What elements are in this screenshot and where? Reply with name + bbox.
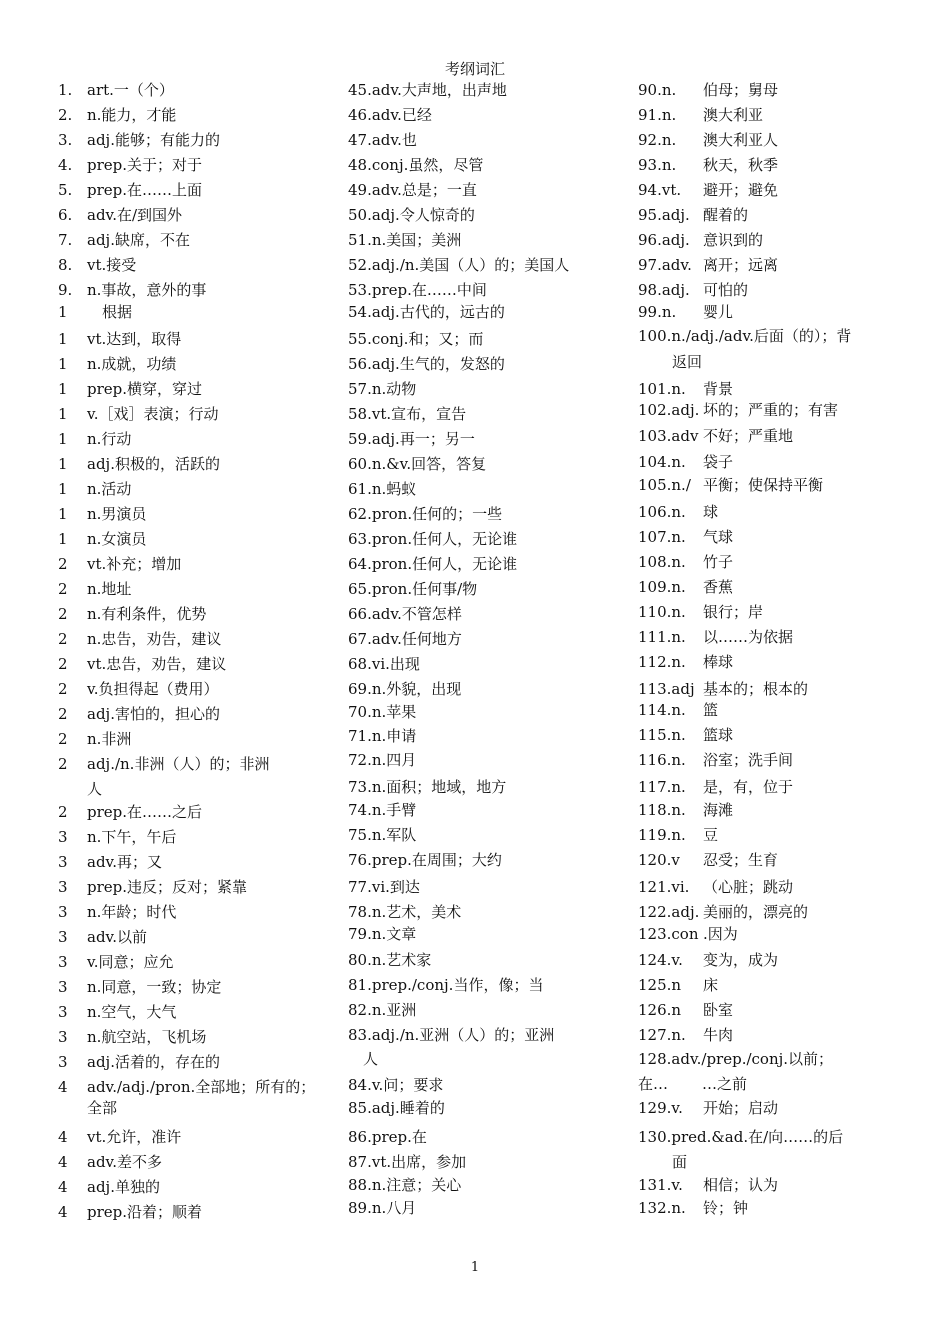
entry-number: 106.n. <box>638 503 686 521</box>
entry-number: 113.adj <box>638 680 695 698</box>
entry-number: 127.n. <box>638 1026 686 1044</box>
entry-definition: n.航空站，飞机场 <box>87 1028 207 1046</box>
entry-number: 2 <box>58 803 68 821</box>
entry-definition: n.忠告，劝告，建议 <box>87 630 222 648</box>
entry-definition: 浴室；洗手间 <box>703 751 794 769</box>
vocab-entry <box>348 975 543 995</box>
entry-definition: 面 <box>672 1153 688 1171</box>
entry-number: 98.adj. <box>638 281 690 299</box>
entry-definition: 澳大利亚人 <box>703 131 779 149</box>
entry-definition: vt.补充；增加 <box>87 555 182 573</box>
entry-number: 132.n. <box>638 1199 686 1217</box>
vocab-entry <box>348 877 420 897</box>
entry-number: 4 <box>58 1153 68 1171</box>
entry-definition: 篮 <box>703 701 719 719</box>
entry-text: 45.adv.大声地，出声地 <box>348 81 507 99</box>
entry-definition: n.成就，功绩 <box>87 355 177 373</box>
entry-definition: 以……为依据 <box>703 628 794 646</box>
entry-number: 2 <box>58 630 68 648</box>
entry-definition: n.年龄；时代 <box>87 903 177 921</box>
entry-text: 47.adv.也 <box>348 131 417 149</box>
vocab-entry <box>348 255 569 275</box>
entry-definition: 婴儿 <box>703 303 734 321</box>
entry-text: 53.prep.在……中间 <box>348 281 487 299</box>
entry-number: 1 <box>58 530 68 548</box>
entry-definition: adv./adj./pron.全部地；所有的； <box>87 1078 316 1096</box>
entry-text: 78.n.艺术，美术 <box>348 903 462 921</box>
entry-definition: …之前 <box>702 1075 748 1093</box>
entry-text: 80.n.艺术家 <box>348 951 432 969</box>
vocab-entry <box>348 529 517 549</box>
vocab-entry <box>348 80 507 100</box>
entry-text: 83.adj./n.亚洲（人）的；亚洲 <box>348 1026 555 1044</box>
entry-definition: 坏的；严重的；有害 <box>703 401 839 419</box>
entry-number: 123.con <box>638 925 699 943</box>
entry-definition: adv.在/到国外 <box>87 206 183 224</box>
vocab-entry <box>348 1152 466 1172</box>
entry-number: 2. <box>58 106 73 124</box>
vocab-entry <box>348 404 466 424</box>
entry-definition: 意识到的 <box>703 231 764 249</box>
entry-text: 74.n.手臂 <box>348 801 417 819</box>
entry-number: 在… <box>638 1075 669 1093</box>
entry-number: 110.n. <box>638 603 686 621</box>
entry-number: 108.n. <box>638 553 686 571</box>
entry-definition: vt.允许，准许 <box>87 1128 182 1146</box>
entry-definition: n.地址 <box>87 580 132 598</box>
vocab-entry <box>348 750 416 770</box>
vocab-entry <box>348 479 416 499</box>
entry-definition: 开始；启动 <box>703 1099 779 1117</box>
entry-definition: 基本的；根本的 <box>703 680 809 698</box>
entry-definition: 醒着的 <box>703 206 749 224</box>
entry-definition: 棒球 <box>703 653 734 671</box>
vocab-entry <box>348 379 416 399</box>
entry-number: 114.n. <box>638 701 686 719</box>
entry-number: 97.adv. <box>638 256 692 274</box>
entry-text: 68.vi.出现 <box>348 655 420 673</box>
entry-text: 54.adj.古代的，远古的 <box>348 303 505 321</box>
vocab-entry <box>348 230 461 250</box>
vocab-entry <box>348 1198 416 1218</box>
entry-definition: vt.接受 <box>87 256 137 274</box>
entry-number: 2 <box>58 555 68 573</box>
entry-number: 1 <box>58 430 68 448</box>
entry-definition: n.非洲 <box>87 730 132 748</box>
entry-text: 70.n.苹果 <box>348 703 417 721</box>
entry-number: 3 <box>58 953 68 971</box>
entry-text: 75.n.军队 <box>348 826 417 844</box>
entry-text: 56.adj.生气的，发怒的 <box>348 355 505 373</box>
entry-definition: adj.缺席，不在 <box>87 231 190 249</box>
entry-text: 49.adv.总是；一直 <box>348 181 477 199</box>
entry-definition: adj.单独的 <box>87 1178 160 1196</box>
entry-number: 115.n. <box>638 726 686 744</box>
entry-number: 100.n./adj./adv.后面（的）；背 <box>638 327 852 345</box>
entry-text: 48.conj.虽然，尽管 <box>348 156 484 174</box>
entry-definition: n.能力，才能 <box>87 106 177 124</box>
entry-definition: adj./n.非洲（人）的；非洲 <box>87 755 270 773</box>
page-title: 考纲词汇 <box>444 60 505 78</box>
entry-number: 112.n. <box>638 653 686 671</box>
entry-number: 91.n. <box>638 106 677 124</box>
vocab-entry <box>348 1127 427 1147</box>
entry-number: 118.n. <box>638 801 686 819</box>
entry-text: 60.n.&v.回答，答复 <box>348 455 487 473</box>
entry-number: 3 <box>58 903 68 921</box>
entry-number: 5. <box>58 181 73 199</box>
entry-text: 85.adj.睡着的 <box>348 1099 445 1117</box>
entry-number: 1 <box>58 330 68 348</box>
entry-text: 人 <box>348 1050 379 1068</box>
vocab-entry <box>348 329 483 349</box>
entry-text: 57.n.动物 <box>348 380 417 398</box>
entry-text: 73.n.面积；地域，地方 <box>348 778 507 796</box>
entry-text: 63.pron.任何人，无论谁 <box>348 530 518 548</box>
entry-text: 69.n.外貌，出现 <box>348 680 462 698</box>
entry-definition: 背景 <box>703 380 734 398</box>
entry-number: 116.n. <box>638 751 686 769</box>
entry-number: 3 <box>58 828 68 846</box>
entry-definition: 球 <box>703 503 719 521</box>
entry-definition: n.下午，午后 <box>87 828 177 846</box>
vocab-entry <box>348 1000 416 1020</box>
entry-number: 107.n. <box>638 528 686 546</box>
entry-number: 95.adj. <box>638 206 690 224</box>
entry-definition: n.活动 <box>87 480 132 498</box>
entry-definition: 全部 <box>87 1099 118 1117</box>
entry-definition: 是，有，位于 <box>703 778 794 796</box>
entry-definition: 不好；严重地 <box>703 427 794 445</box>
entry-definition: 离开；远离 <box>703 256 779 274</box>
vocab-entry <box>348 105 432 125</box>
entry-number: 119.n. <box>638 826 686 844</box>
entry-definition: 相信；认为 <box>703 1176 779 1194</box>
entry-text: 55.conj.和；又；而 <box>348 330 484 348</box>
entry-definition: 避开；避免 <box>703 181 779 199</box>
entry-definition: v.同意；应允 <box>87 953 174 971</box>
entry-text: 46.adv.已经 <box>348 106 432 124</box>
entry-number: 125.n <box>638 976 682 994</box>
entry-number: 4 <box>58 1128 68 1146</box>
entry-definition: 篮球 <box>703 726 734 744</box>
vocab-entry <box>348 654 420 674</box>
vocab-entry <box>348 1025 554 1045</box>
entry-number: 117.n. <box>638 778 686 796</box>
entry-number: 4 <box>58 1178 68 1196</box>
vocab-entry <box>348 679 461 699</box>
entry-definition: prep.关于；对于 <box>87 156 203 174</box>
entry-text: 76.prep.在周围；大约 <box>348 851 502 869</box>
entry-number: 2 <box>58 580 68 598</box>
vocab-entry <box>348 579 477 599</box>
entry-number: 2 <box>58 605 68 623</box>
entry-number: 1 <box>58 480 68 498</box>
vocab-entry <box>348 302 505 322</box>
entry-number: 1 <box>58 380 68 398</box>
entry-number: 7. <box>58 231 73 249</box>
entry-definition: 人 <box>87 780 103 798</box>
entry-number: 111.n. <box>638 628 686 646</box>
entry-definition: n.有利条件，优势 <box>87 605 207 623</box>
entry-number: 2 <box>58 730 68 748</box>
vocab-entry <box>348 205 475 225</box>
entry-definition: adv.再；又 <box>87 853 163 871</box>
vocab-entry <box>348 130 417 150</box>
page-number: 1 <box>470 1260 480 1275</box>
vocab-entry <box>348 629 462 649</box>
entry-text: 64.pron.任何人，无论谁 <box>348 555 518 573</box>
entry-number: 1 <box>58 505 68 523</box>
entry-number: 121.vi. <box>638 878 690 896</box>
entry-number: 4 <box>58 1078 68 1096</box>
vocab-entry <box>348 1098 445 1118</box>
entry-definition: n.同意，一致；协定 <box>87 978 222 996</box>
entry-number: 120.v <box>638 851 680 869</box>
entry-text: 79.n.文章 <box>348 925 417 943</box>
entry-definition: 美丽的，漂亮的 <box>703 903 809 921</box>
vocab-entry <box>348 604 462 624</box>
vocab-entry <box>348 504 502 524</box>
entry-number: 6. <box>58 206 73 224</box>
entry-number: 129.v. <box>638 1099 683 1117</box>
entry-text: 52.adj./n.美国（人）的；美国人 <box>348 256 570 274</box>
entry-definition: v.［戏］表演；行动 <box>87 405 219 423</box>
entry-number: 109.n. <box>638 578 686 596</box>
entry-number: 96.adj. <box>638 231 690 249</box>
entry-number: 3 <box>58 928 68 946</box>
vocab-entry <box>348 354 505 374</box>
entry-number: 1 <box>58 455 68 473</box>
entry-definition: 变为，成为 <box>703 951 779 969</box>
entry-text: 88.n.注意；关心 <box>348 1176 462 1194</box>
entry-text: 62.pron.任何的；一些 <box>348 505 503 523</box>
entry-number: 93.n. <box>638 156 677 174</box>
vocab-entry <box>348 850 502 870</box>
entry-number: 3 <box>58 1028 68 1046</box>
vocab-entry <box>348 777 506 797</box>
entry-definition: 海滩 <box>703 801 734 819</box>
entry-number: 3 <box>58 1003 68 1021</box>
entry-definition: adv.差不多 <box>87 1153 163 1171</box>
entry-definition: 袋子 <box>703 453 734 471</box>
vocab-entry <box>348 726 416 746</box>
entry-definition: 豆 <box>703 826 719 844</box>
entry-definition: adj.害怕的，担心的 <box>87 705 220 723</box>
entry-definition: n.女演员 <box>87 530 147 548</box>
entry-definition: vt.忠告，劝告，建议 <box>87 655 227 673</box>
entry-definition: 气球 <box>703 528 734 546</box>
entry-definition: n.空气，大气 <box>87 1003 177 1021</box>
entry-definition: adj.能够；有能力的 <box>87 131 220 149</box>
entry-text: 72.n.四月 <box>348 751 417 769</box>
entry-definition: prep.沿着；顺着 <box>87 1203 203 1221</box>
entry-text: 71.n.申请 <box>348 727 417 745</box>
entry-definition: 秋天，秋季 <box>703 156 779 174</box>
entry-definition: vt.达到，取得 <box>87 330 182 348</box>
vocab-entry <box>348 1075 443 1095</box>
entry-definition: 平衡；使保持平衡 <box>703 476 824 494</box>
entry-definition: n.男演员 <box>87 505 147 523</box>
entry-number: 2 <box>58 680 68 698</box>
entry-number: 3. <box>58 131 73 149</box>
vocab-entry <box>348 1175 461 1195</box>
entry-number: 124.v. <box>638 951 683 969</box>
entry-definition: 返回 <box>672 353 703 371</box>
entry-number: 105.n./ <box>638 476 691 494</box>
entry-number: 1 <box>58 303 68 321</box>
entry-text: 82.n.亚洲 <box>348 1001 417 1019</box>
entry-number: 8. <box>58 256 73 274</box>
entry-definition: .因为 <box>703 925 738 943</box>
entry-number: 103.adv <box>638 427 699 445</box>
entry-text: 86.prep.在 <box>348 1128 427 1146</box>
entry-definition: v.负担得起（费用） <box>87 680 219 698</box>
entry-definition: adv.以前 <box>87 928 148 946</box>
entry-definition: （心脏；跳动 <box>703 878 794 896</box>
entry-definition: 可怕的 <box>703 281 749 299</box>
entry-number: 128.adv./prep./conj.以前； <box>638 1050 834 1068</box>
vocab-entry <box>348 429 475 449</box>
vocab-entry <box>348 554 517 574</box>
entry-text: 65.pron.任何事/物 <box>348 580 478 598</box>
entry-text: 59.adj.再一；另一 <box>348 430 475 448</box>
entry-text: 77.vi.到达 <box>348 878 420 896</box>
entry-text: 87.vt.出席，参加 <box>348 1153 467 1171</box>
vocab-entry <box>348 924 416 944</box>
entry-number: 92.n. <box>638 131 677 149</box>
entry-text: 66.adv.不管怎样 <box>348 605 462 623</box>
entry-text: 51.n.美国；美洲 <box>348 231 462 249</box>
entry-number: 94.vt. <box>638 181 682 199</box>
entry-text: 84.v.问；要求 <box>348 1076 444 1094</box>
vocab-entry <box>348 155 483 175</box>
vocab-entry <box>348 902 461 922</box>
entry-number: 3 <box>58 878 68 896</box>
vocab-entry <box>348 180 477 200</box>
entry-definition: n.事故，意外的事 <box>87 281 207 299</box>
entry-number: 2 <box>58 705 68 723</box>
entry-definition: adj.积极的，活跃的 <box>87 455 220 473</box>
entry-number: 99.n. <box>638 303 677 321</box>
entry-text: 89.n.八月 <box>348 1199 417 1217</box>
vocab-entry <box>348 454 486 474</box>
entry-number: 4. <box>58 156 73 174</box>
entry-number: 3 <box>58 853 68 871</box>
entry-number: 2 <box>58 655 68 673</box>
entry-text: 50.adj.令人惊奇的 <box>348 206 475 224</box>
entry-definition: 铃；钟 <box>703 1199 749 1217</box>
entry-definition: prep.横穿，穿过 <box>87 380 203 398</box>
entry-definition: 伯母；舅母 <box>703 81 779 99</box>
entry-definition: 根据 <box>87 303 133 321</box>
vocab-entry <box>348 280 487 300</box>
entry-definition: 卧室 <box>703 1001 734 1019</box>
entry-text: 58.vt.宣布，宣告 <box>348 405 467 423</box>
entry-number: 3 <box>58 978 68 996</box>
entry-number: 1. <box>58 81 73 99</box>
vocab-entry <box>348 800 416 820</box>
entry-number: 9. <box>58 281 73 299</box>
entry-number: 1 <box>58 355 68 373</box>
entry-definition: 竹子 <box>703 553 734 571</box>
entry-definition: 香蕉 <box>703 578 734 596</box>
entry-definition: adj.活着的，存在的 <box>87 1053 220 1071</box>
entry-number: 104.n. <box>638 453 686 471</box>
entry-definition: 牛肉 <box>703 1026 734 1044</box>
entry-definition: prep.违反；反对；紧靠 <box>87 878 248 896</box>
entry-number: 101.n. <box>638 380 686 398</box>
entry-definition: 忍受；生育 <box>703 851 779 869</box>
entry-definition: 床 <box>703 976 719 994</box>
entry-number: 2 <box>58 755 68 773</box>
entry-text: 81.prep./conj.当作，像；当 <box>348 976 544 994</box>
entry-text: 67.adv.任何地方 <box>348 630 462 648</box>
entry-number: 102.adj. <box>638 401 700 419</box>
entry-number: 131.v. <box>638 1176 683 1194</box>
entry-definition: 澳大利亚 <box>703 106 764 124</box>
entry-number: 130.pred.&ad.在/向……的后 <box>638 1128 844 1146</box>
vocab-entry <box>348 950 431 970</box>
entry-number: 126.n <box>638 1001 682 1019</box>
entry-number: 90.n. <box>638 81 677 99</box>
entry-definition: n.行动 <box>87 430 132 448</box>
entry-definition: prep.在……上面 <box>87 181 203 199</box>
entry-number: 4 <box>58 1203 68 1221</box>
vocab-entry <box>348 825 416 845</box>
entry-definition: prep.在……之后 <box>87 803 203 821</box>
entry-text: 61.n.蚂蚁 <box>348 480 417 498</box>
entry-definition: 银行；岸 <box>703 603 764 621</box>
entry-definition: art.一（个） <box>87 81 174 99</box>
entry-number: 3 <box>58 1053 68 1071</box>
entry-number: 122.adj. <box>638 903 700 921</box>
vocab-entry <box>348 702 416 722</box>
vocab-entry <box>348 1049 378 1069</box>
entry-number: 1 <box>58 405 68 423</box>
